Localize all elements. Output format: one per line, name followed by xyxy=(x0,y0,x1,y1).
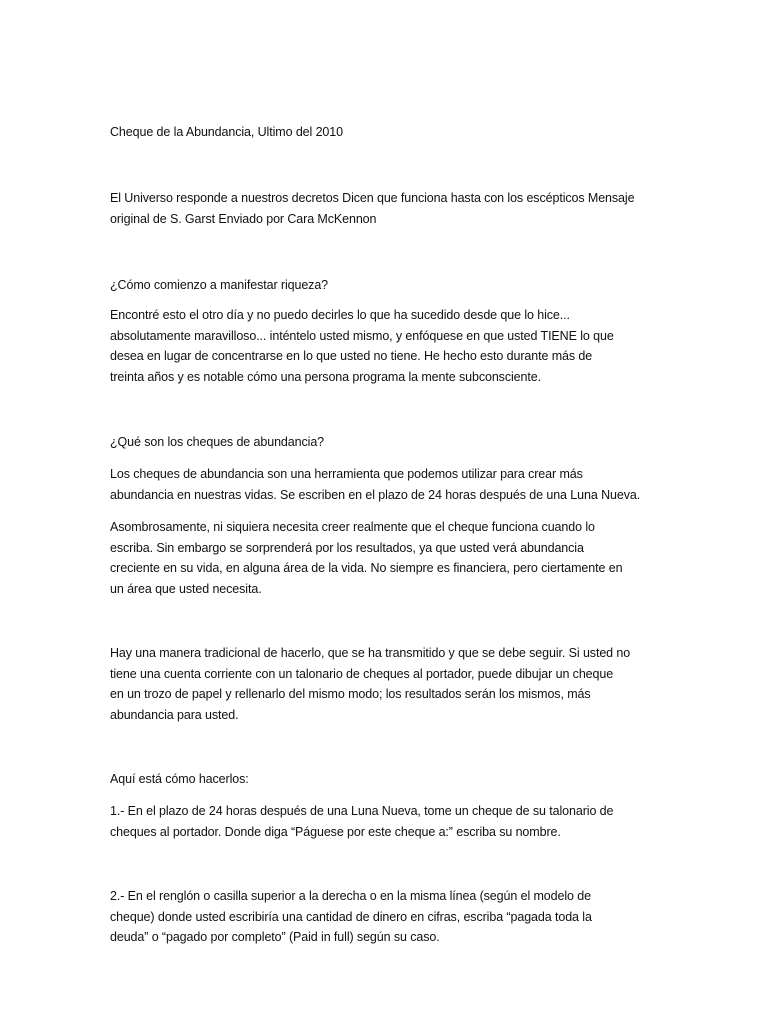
paragraph-4-line-4: abundancia para usted. xyxy=(110,708,239,722)
paragraph-4-line-2: tiene una cuenta corriente con un talonario de cheques al portador, puede dibujar un cheque xyxy=(110,667,614,681)
intro-line-2: original de S. Garst Enviado por Cara McKennon xyxy=(110,212,377,226)
paragraph-1-line-2: absolutamente maravilloso... inténtelo usted mismo, y enfóquese en que usted TIENE lo que xyxy=(110,329,614,343)
paragraph-1-line-4: treinta años y es notable cómo una persona programa la mente subconsciente. xyxy=(110,370,541,384)
step-2-line-1: 2.- En el renglón o casilla superior a la derecha o en la misma línea (según el modelo de xyxy=(110,889,591,903)
paragraph-1-line-3: desea en lugar de concentrarse en lo que usted no tiene. He hecho esto durante más de xyxy=(110,349,593,363)
document-title: Cheque de la Abundancia, Ultimo del 2010 xyxy=(110,125,343,139)
paragraph-3-line-4: un área que usted necesita. xyxy=(110,582,262,596)
paragraph-4-line-3: en un trozo de papel y rellenarlo del mismo modo; los resultados serán los mismos, más xyxy=(110,687,591,701)
step-2-line-2: cheque) donde usted escribiría una cantidad de dinero en cifras, escriba “pagada toda la xyxy=(110,910,592,924)
step-1-line-2: cheques al portador. Donde diga “Páguese por este cheque a:” escriba su nombre. xyxy=(110,825,561,839)
step-2-line-3: deuda” o “pagado por completo” (Paid in full) según su caso. xyxy=(110,930,440,944)
paragraph-3-line-1: Asombrosamente, ni siquiera necesita creer realmente que el cheque funciona cuando lo xyxy=(110,520,595,534)
paragraph-4-line-1: Hay una manera tradicional de hacerlo, que se ha transmitido y que se debe seguir. Si usted no xyxy=(110,646,631,660)
howto-heading: Aquí está cómo hacerlos: xyxy=(110,772,249,786)
paragraph-2-line-2: abundancia en nuestras vidas. Se escriben en el plazo de 24 horas después de una Luna Nueva. xyxy=(110,488,641,502)
paragraph-3-line-2: escriba. Sin embargo se sorprenderá por los resultados, ya que usted verá abundancia xyxy=(110,541,584,555)
question-heading-2: ¿Qué son los cheques de abundancia? xyxy=(110,435,325,449)
step-1-line-1: 1.- En el plazo de 24 horas después de una Luna Nueva, tome un cheque de su talonario de xyxy=(110,804,614,818)
paragraph-2-line-1: Los cheques de abundancia son una herramienta que podemos utilizar para crear más xyxy=(110,467,583,481)
paragraph-1-line-1: Encontré esto el otro día y no puedo decirles lo que ha sucedido desde que lo hice... xyxy=(110,308,570,322)
paragraph-3-line-3: creciente en su vida, en alguna área de la vida. No siempre es financiera, pero ciertamente en xyxy=(110,561,623,575)
intro-line-1: El Universo responde a nuestros decretos Dicen que funciona hasta con los escépticos Mensaje xyxy=(110,191,635,205)
question-heading-1: ¿Cómo comienzo a manifestar riqueza? xyxy=(110,278,329,292)
